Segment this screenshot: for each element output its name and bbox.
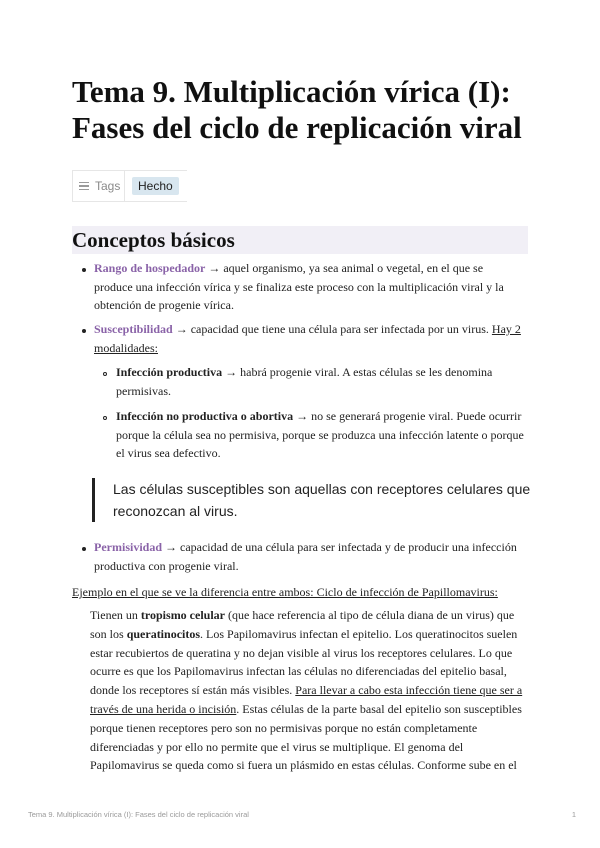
rango-text-2: produce una infección vírica y se finaliza este proceso con la multiplicación viral y la (94, 279, 504, 294)
term-rango: Rango de hospedador (94, 261, 206, 275)
no-productiva-text-2: porque la célula sea no permisiva, porque se produzca una infección latente o porque (116, 427, 524, 442)
page-title (72, 74, 542, 146)
circle-bullet-icon (103, 372, 107, 376)
para-l3: estar recubiertos de queratina y no dejan visible al virus los receptores celulares. Lo que (90, 645, 513, 660)
susceptibilidad-underline-2: modalidades: (94, 340, 158, 355)
title-line-1: Tema 9. Multiplicación vírica (I): (72, 74, 511, 109)
susceptibilidad-text-1: → capacidad que tiene una célula para ser infectada por un virus. (172, 322, 492, 336)
properties-row (72, 170, 187, 202)
circle-bullet-icon (103, 416, 107, 420)
para-l2a: son los (90, 626, 127, 641)
quote-line-1: Las células susceptibles son aquellas con receptores celulares que (113, 481, 531, 497)
bullet-icon (82, 547, 86, 551)
para-l8: diferenciadas y por ello no permite que el virus se multiplique. El genoma del (90, 739, 464, 754)
para-l6a-underline: través de una herida o incisión (90, 701, 237, 716)
page-footer (28, 810, 576, 819)
susceptibilidad-underline-1: Hay 2 (491, 322, 521, 336)
para-l1c: (que hace referencia al tipo de célula diana de un virus) que (225, 608, 515, 622)
permisividad-text-1: → capacidad de una célula para ser infectada y de producir una infección (162, 540, 517, 554)
list-icon (79, 182, 89, 190)
term-no-productiva: Infección no productiva o abortiva (116, 409, 294, 423)
term-permisividad: Permisividad (94, 540, 162, 554)
para-l5a: donde los receptores sí están más visibles. (90, 683, 296, 698)
quote-line-2: reconozcan al virus. (113, 503, 238, 519)
no-productiva-text-1: → no se generará progenie viral. Puede ocurrir (293, 409, 522, 423)
tags-property (73, 171, 125, 201)
title-line-2: Fases del ciclo de replicación viral (72, 110, 522, 145)
term-productiva: Infección productiva (116, 365, 223, 379)
productiva-text-1: → habrá progenie viral. A estas células se les denomina (222, 365, 493, 379)
term-tropismo: tropismo celular (140, 608, 226, 622)
callout-quote (92, 478, 531, 522)
para-l2c: . Los Papilomavirus infectan el epitelio. Los queratinocitos suelen (200, 626, 518, 641)
list-item-no-productiva (116, 407, 536, 463)
status-tag[interactable]: Hecho (132, 177, 179, 195)
no-productiva-text-3: el virus sea defectivo. (116, 446, 221, 460)
rango-text-1: → aquel organismo, ya sea animal o vegetal, en el que se (205, 261, 484, 275)
productiva-text-2: permisivas. (116, 383, 171, 398)
para-l5b-underline: Para llevar a cabo esta infección tiene que ser a (295, 683, 523, 698)
rango-text-3: obtención de progenie vírica. (94, 298, 234, 312)
bullet-icon (82, 268, 86, 272)
para-l1a: Tienen un (90, 608, 141, 622)
list-item-rango (94, 259, 534, 315)
list-item-permisividad (94, 538, 534, 575)
footer-title: Tema 9. Multiplicación vírica (I): Fases del ciclo de replicación viral (28, 810, 249, 819)
term-queratinocitos: queratinocitos (126, 626, 201, 641)
example-title: Ejemplo en el que se ve la diferencia entre ambos: Ciclo de infección de Papillomavirus: (72, 585, 498, 599)
para-l7: porque tienen receptores pero son no permisivas porque no están completamente (90, 720, 478, 735)
term-susceptibilidad: Susceptibilidad (94, 322, 173, 336)
para-l4: ocurre es que los Papilomavirus infectan las células no diferenciadas del epitelio basal, (90, 664, 507, 679)
tags-label: Tags (95, 179, 121, 193)
permisividad-text-2: productiva con progenie viral. (94, 558, 239, 573)
list-item-susceptibilidad (94, 320, 534, 357)
list-item-productiva (116, 363, 536, 400)
section-heading: Conceptos básicos (72, 226, 528, 254)
para-l9: Papilomavirus se queda como si fuera un plásmido en estas células. Conforme sube en el (90, 758, 517, 773)
para-l6b: . Estas células de la parte basal del epitelio son susceptibles (236, 701, 522, 716)
page-number: 1 (571, 810, 576, 819)
bullet-icon (82, 329, 86, 333)
example-paragraph (90, 606, 530, 775)
